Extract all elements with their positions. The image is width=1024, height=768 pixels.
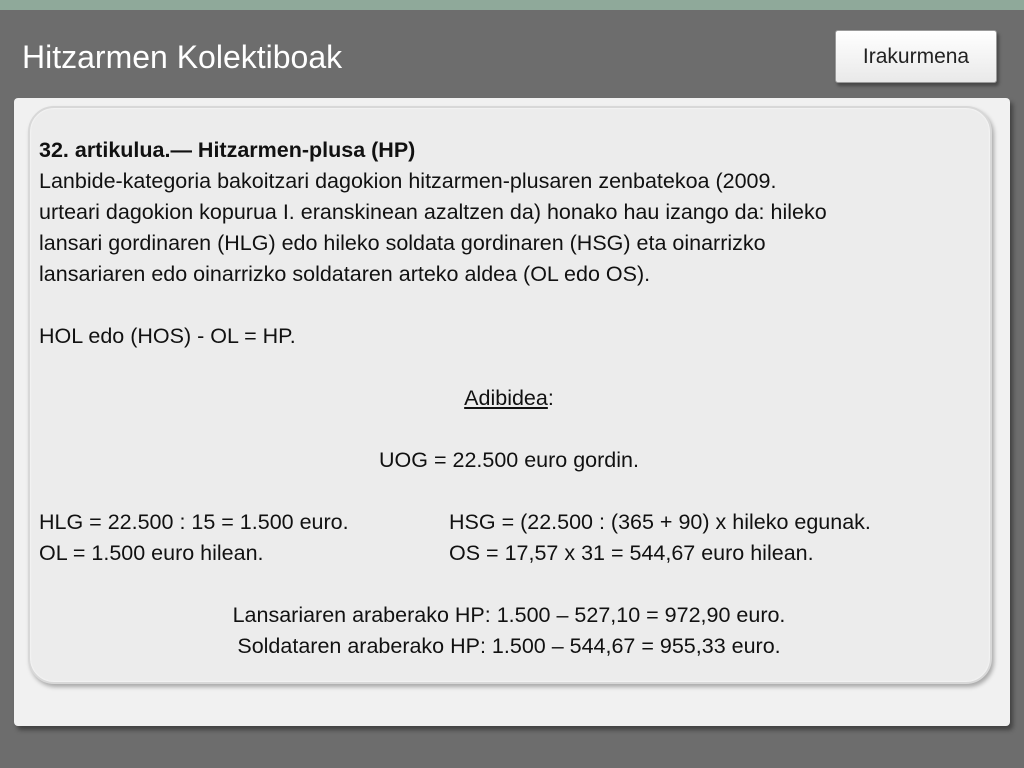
result-lansari: Lansariaren araberako HP: 1.500 – 527,10 = 972,90 euro. xyxy=(232,603,786,627)
paragraph-line: Lanbide-kategoria bakoitzari dagokion hitzarmen-plusaren zenbatekoa (2009. xyxy=(39,169,777,193)
top-accent-strip xyxy=(0,0,1024,10)
result-soldata: Soldataren araberako HP: 1.500 – 544,67 = 955,33 euro. xyxy=(237,634,781,658)
calc-row-2 xyxy=(39,538,989,569)
formula-line: HOL edo (HOS) - OL = HP. xyxy=(39,324,296,348)
page-title: Hitzarmen Kolektiboak xyxy=(22,39,343,75)
uog-line: UOG = 22.500 euro gordin. xyxy=(379,448,639,472)
article-heading: 32. artikulua.— Hitzarmen-plusa (HP) xyxy=(39,138,416,162)
read-mode-button-label: Irakurmena xyxy=(862,44,970,68)
hlg-calc: HLG = 22.500 : 15 = 1.500 euro. xyxy=(39,510,349,534)
os-calc: OS = 17,57 x 31 = 544,67 euro hilean. xyxy=(449,541,814,565)
example-label: Adibidea xyxy=(464,386,548,410)
article-text xyxy=(39,135,989,662)
paragraph-line: lansariaren edo oinarrizko soldataren arteko aldea (OL edo OS). xyxy=(39,262,651,286)
paragraph-line: urteari dagokion kopurua I. eranskinean azaltzen da) honako hau izango da: hileko xyxy=(39,200,827,224)
calc-row-1 xyxy=(39,507,989,538)
read-mode-button[interactable] xyxy=(835,30,997,83)
paragraph-line: lansari gordinaren (HLG) edo hileko soldata gordinaren (HSG) eta oinarrizko xyxy=(39,231,766,255)
ol-calc: OL = 1.500 euro hilean. xyxy=(39,541,264,565)
hsg-calc: HSG = (22.500 : (365 + 90) x hileko egunak. xyxy=(449,510,871,534)
example-heading xyxy=(39,383,979,414)
example-colon: : xyxy=(547,386,554,410)
